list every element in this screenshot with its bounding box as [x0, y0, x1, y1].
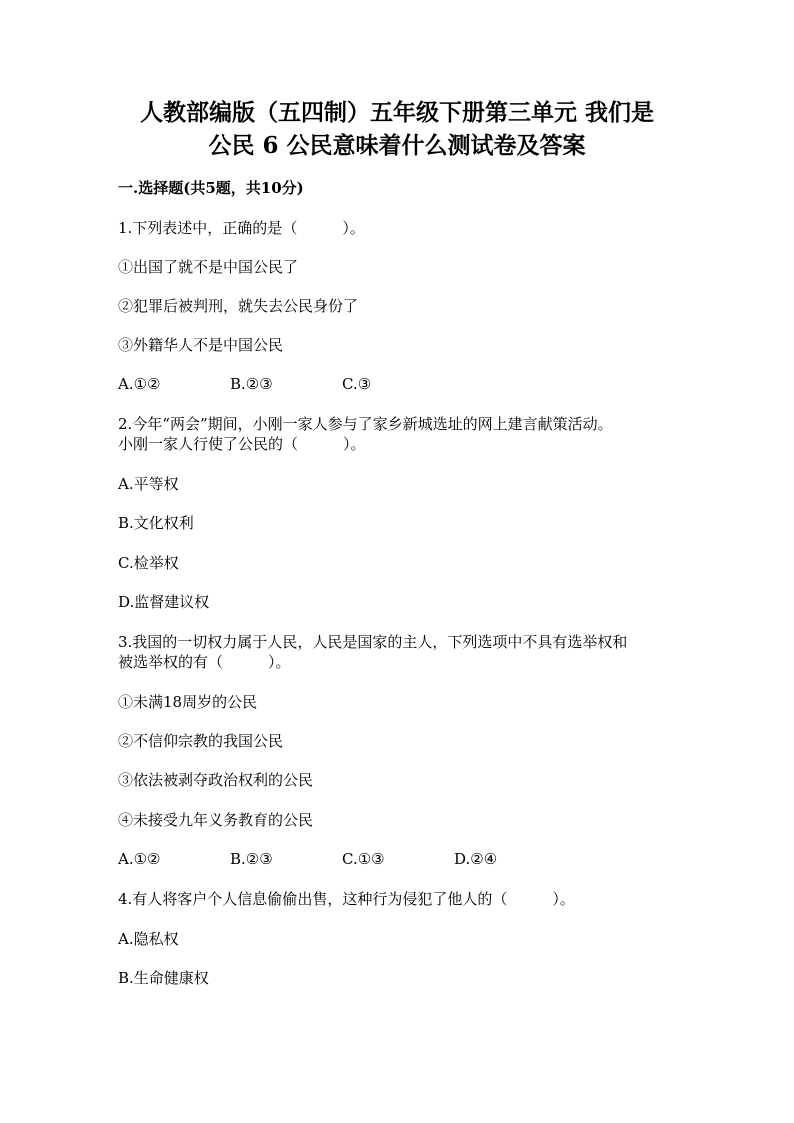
question-1-option-c: C.③	[342, 375, 372, 393]
question-1-option-b: B.②③	[230, 375, 273, 393]
question-4-option-b: B.生命健康权	[118, 969, 209, 987]
question-2-option-d: D.监督建议权	[118, 593, 210, 611]
question-1-options	[118, 374, 454, 394]
question-1-item-3: ③外籍华人不是中国公民	[118, 336, 284, 354]
question-4-stem: 4.有人将客户个人信息偷偷出售，这种行为侵犯了他人的（ ）。	[118, 890, 575, 908]
question-3-option-c: C.①③	[342, 850, 385, 868]
page-title-line-2: 公民 6 公民意味着什么测试卷及答案	[208, 132, 586, 159]
question-2-stem-line-1: 2.今年“两会”期间，小刚一家人参与了家乡新城选址的网上建言献策活动。	[118, 415, 613, 433]
question-3-item-2: ②不信仰宗教的我国公民	[118, 732, 284, 750]
question-3-option-a: A.①②	[118, 850, 161, 868]
question-3-stem-line-1: 3.我国的一切权力属于人民，人民是国家的主人，下列选项中不具有选举权和	[118, 633, 628, 651]
question-3-item-3: ③依法被剥夺政治权利的公民	[118, 771, 314, 789]
question-2-stem-line-2: 小刚一家人行使了公民的（ ）。	[118, 435, 366, 453]
page-title-line-1: 人教部编版（五四制）五年级下册第三单元 我们是	[139, 99, 654, 126]
question-3-item-1: ①未满18周岁的公民	[118, 693, 258, 711]
question-1-option-a: A.①②	[118, 375, 161, 393]
question-3-options	[118, 849, 566, 869]
question-2-option-c: C.检举权	[118, 554, 179, 572]
question-1-stem: 1.下列表述中，正确的是（ ）。	[118, 219, 365, 237]
question-4-option-a: A.隐私权	[118, 930, 179, 948]
question-2-option-a: A.平等权	[118, 475, 179, 493]
question-2-option-b: B.文化权利	[118, 514, 194, 532]
question-3-option-b: B.②③	[230, 850, 273, 868]
question-3-option-d: D.②④	[454, 850, 498, 868]
question-1-item-1: ①出国了就不是中国公民了	[118, 258, 299, 276]
question-3-stem-line-2: 被选举权的有（ ）。	[118, 653, 291, 671]
section-header: 一.选择题(共5题，共10分)	[118, 179, 304, 197]
question-1-item-2: ②犯罪后被判刑，就失去公民身份了	[118, 297, 359, 315]
question-3-item-4: ④未接受九年义务教育的公民	[118, 811, 314, 829]
